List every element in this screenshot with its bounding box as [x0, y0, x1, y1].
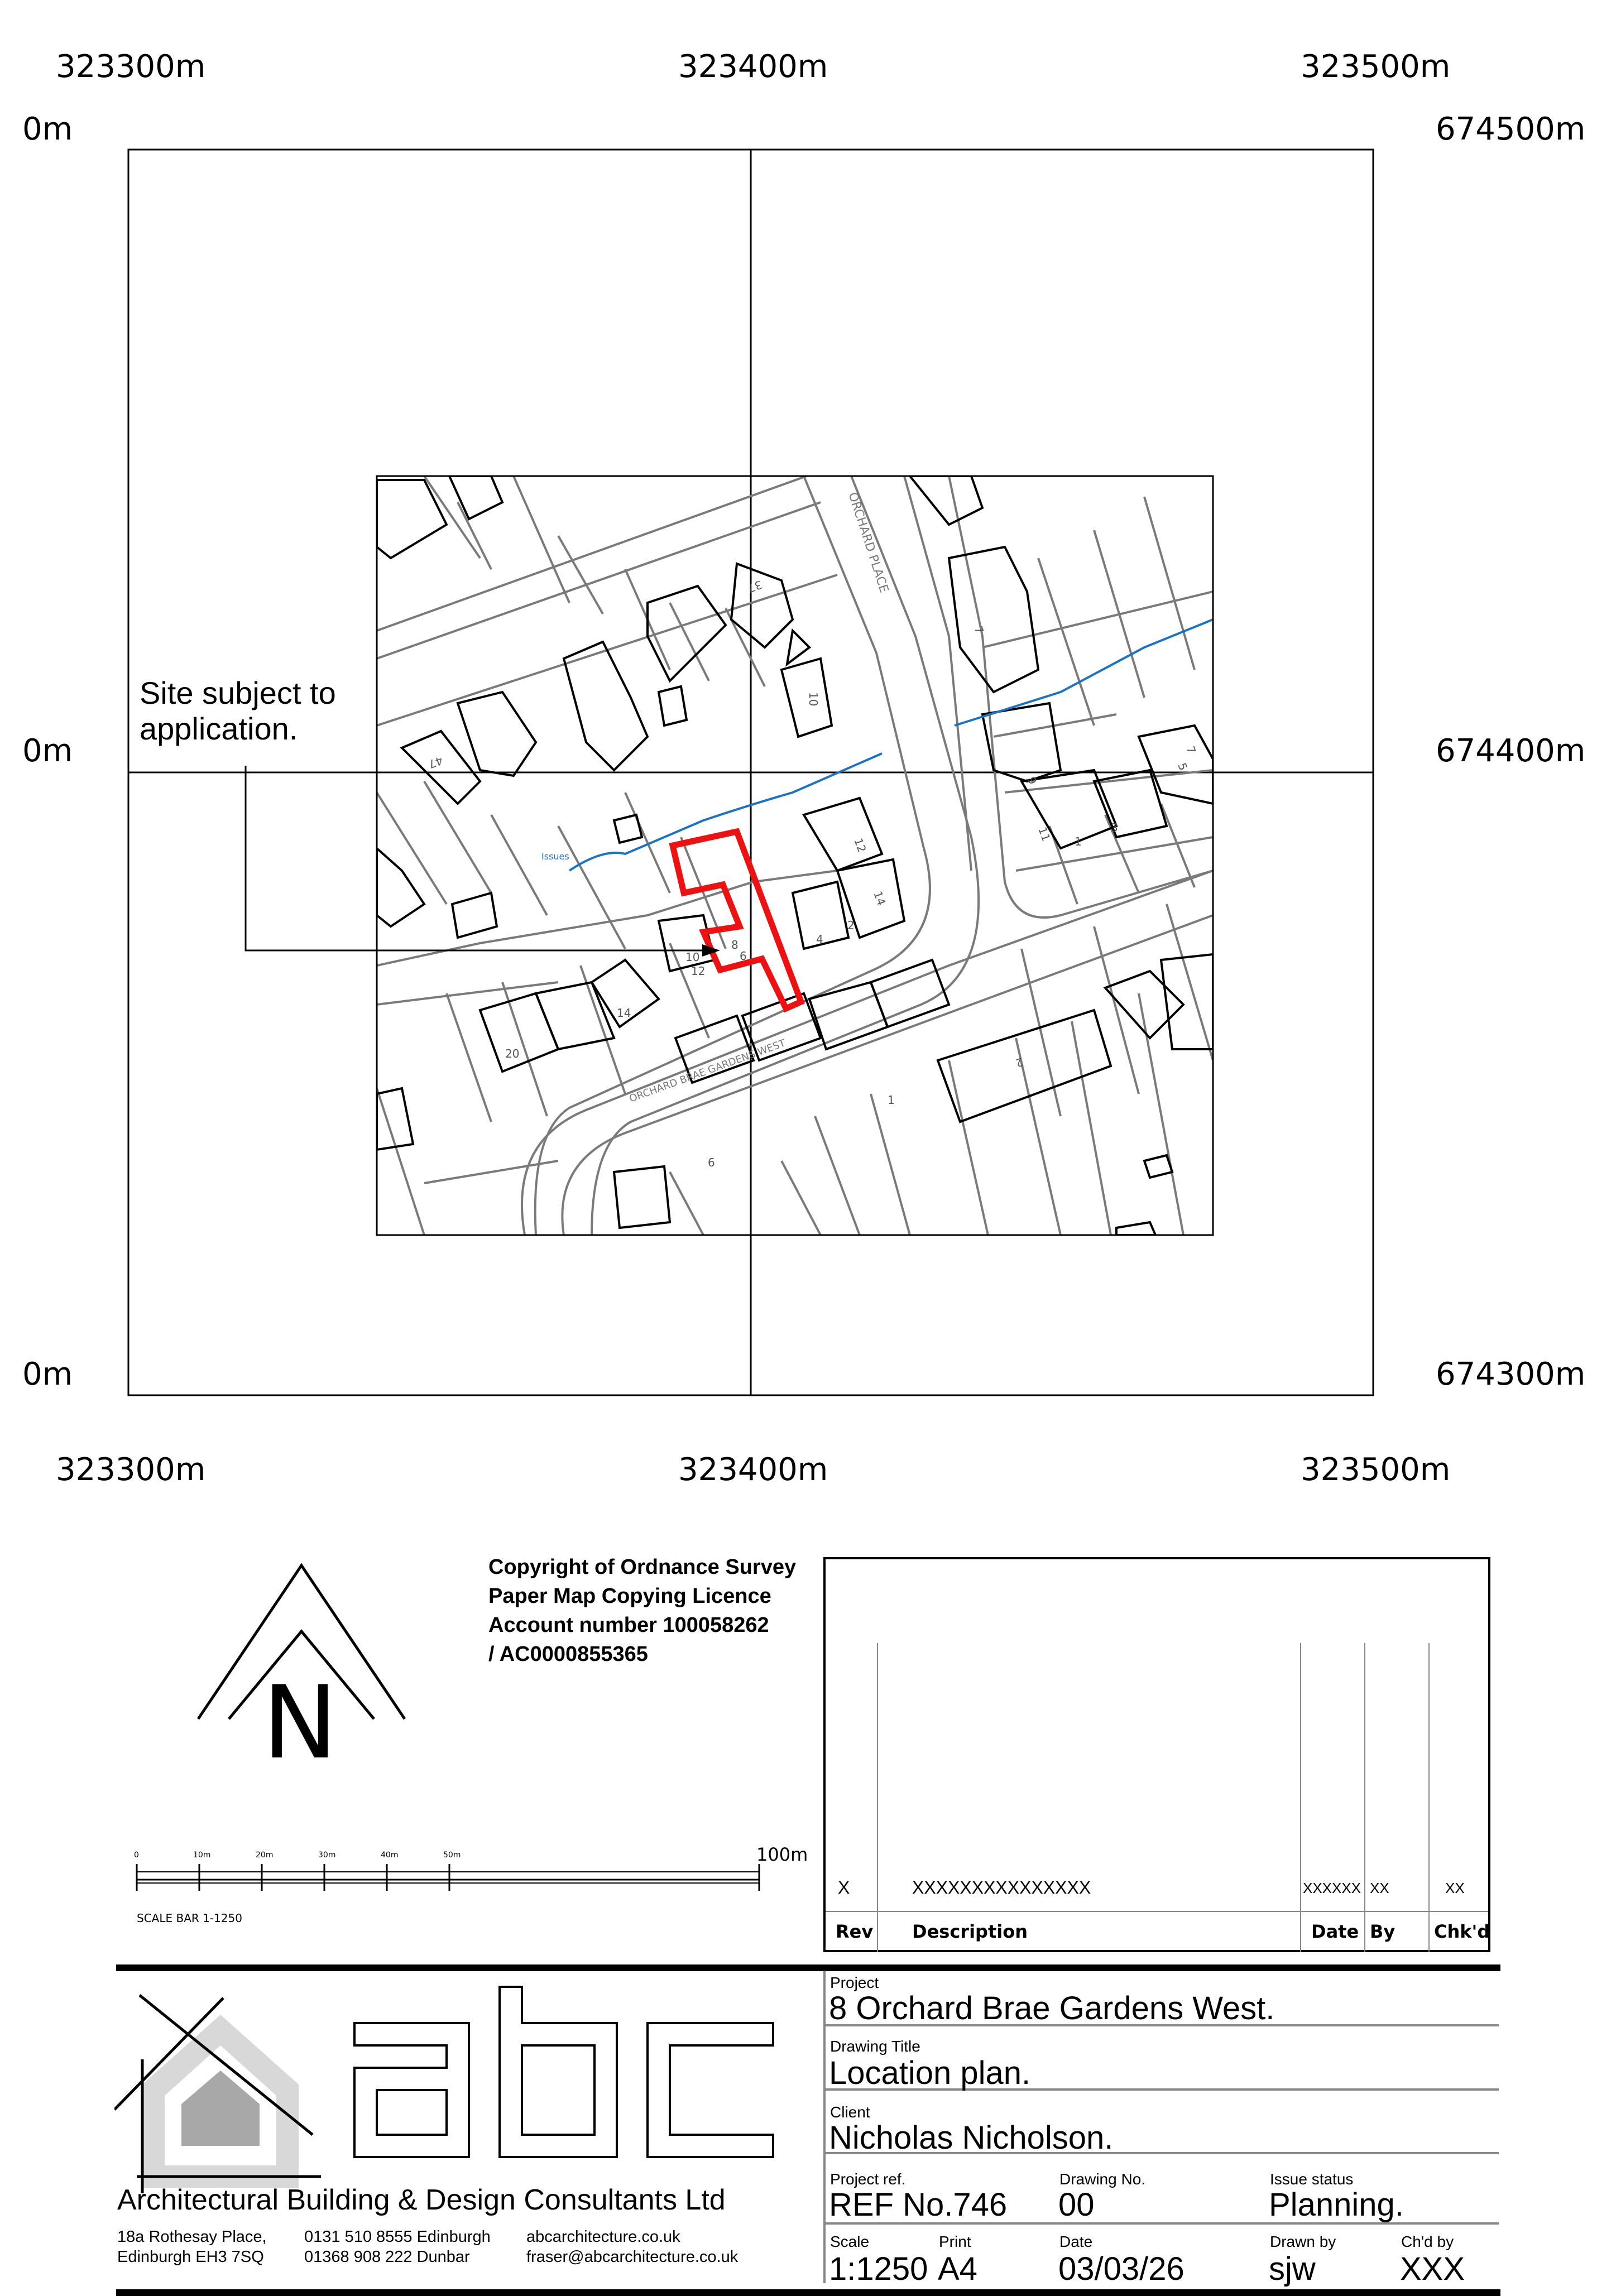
rev-header-rev: Rev — [836, 1921, 874, 1942]
project-ref-label: Project ref. — [830, 2170, 906, 2188]
northing-label-left-2: 0m — [22, 733, 73, 769]
rev-row-by: XX — [1370, 1880, 1389, 1896]
easting-label-bottom-3: 323500m — [1301, 1452, 1451, 1488]
title-block-top-rule — [116, 1964, 1500, 1971]
drawing-title-value: Location plan. — [829, 2055, 1031, 2091]
rev-row-description: XXXXXXXXXXXXXXX — [912, 1877, 1091, 1898]
scale-tick-40: 40m — [381, 1851, 399, 1860]
scale-label: Scale — [830, 2233, 870, 2250]
copyright-notice — [488, 1553, 796, 1669]
svg-text:14: 14 — [617, 1006, 631, 1020]
scale-end-label: 100m — [756, 1844, 808, 1865]
firm-phones — [304, 2227, 491, 2267]
scale-tick-0: 0 — [134, 1851, 139, 1860]
print-label: Print — [939, 2233, 971, 2250]
firm-phone-edinburgh: 0131 510 8555 Edinburgh — [304, 2228, 491, 2246]
northing-label-right-2: 674400m — [1436, 733, 1586, 769]
svg-text:7: 7 — [1183, 744, 1199, 756]
firm-email: fraser@abcarchitecture.co.uk — [526, 2248, 739, 2266]
title-block-left-divider — [823, 1971, 826, 2283]
svg-text:5: 5 — [1175, 761, 1191, 772]
site-callout-line-2: application. — [140, 711, 298, 746]
site-boundary — [673, 832, 801, 1008]
print-value: A4 — [938, 2251, 977, 2287]
north-arrow-letter: N — [262, 1665, 338, 1781]
copyright-line-3: Account number 100058262 — [488, 1613, 769, 1637]
northing-label-right-3: 674300m — [1436, 1356, 1586, 1392]
os-map-extract — [377, 476, 1213, 1235]
chkd-by-value: XXX — [1400, 2251, 1465, 2287]
svg-text:9: 9 — [1024, 775, 1040, 786]
firm-phone-dunbar: 01368 908 222 Dunbar — [304, 2248, 470, 2266]
rev-header-chkd: Chk'd — [1434, 1921, 1490, 1942]
svg-text:14: 14 — [871, 889, 889, 907]
house-logo-icon — [114, 1992, 327, 2193]
easting-label-bottom-2: 323400m — [678, 1452, 828, 1488]
svg-text:10: 10 — [685, 950, 700, 964]
svg-text:2: 2 — [1014, 1055, 1025, 1070]
svg-text:12: 12 — [691, 964, 706, 978]
svg-text:47: 47 — [426, 753, 445, 771]
rev-row-date: XXXXXX — [1303, 1880, 1361, 1896]
site-callout — [140, 675, 336, 747]
title-block-bottom-rule — [116, 2289, 1500, 2296]
svg-text:6: 6 — [708, 1156, 715, 1169]
svg-text:1: 1 — [888, 1093, 895, 1107]
copyright-line-2: Paper Map Copying Licence — [488, 1584, 771, 1608]
revisions-table — [823, 1557, 1490, 1952]
client-value: Nicholas Nicholson. — [829, 2120, 1114, 2156]
street-label-obgw: ORCHARD BRAE GARDENS WEST — [627, 1037, 787, 1105]
rev-header-date: Date — [1311, 1921, 1359, 1942]
rev-row-chkd: XX — [1445, 1880, 1465, 1896]
easting-label-bottom-1: 323300m — [56, 1452, 206, 1488]
buildings — [377, 476, 1213, 1235]
firm-address-line-1: 18a Rothesay Place, — [117, 2228, 267, 2246]
northing-label-left-1: 0m — [22, 111, 73, 147]
map-extract-frame — [377, 476, 1213, 1235]
firm-address — [117, 2227, 267, 2267]
project-label: Project — [830, 1974, 879, 1991]
svg-text:3: 3 — [1111, 821, 1118, 834]
scale-bar — [134, 1864, 765, 1898]
rev-header-description: Description — [912, 1921, 1028, 1942]
road-obgw-north-edge — [522, 871, 1213, 1235]
chkd-by-label: Ch'd by — [1401, 2233, 1454, 2250]
scale-tick-30: 30m — [318, 1851, 336, 1860]
scale-tick-10: 10m — [193, 1851, 211, 1860]
rev-col-divider-1 — [877, 1643, 878, 1952]
firm-website: abcarchitecture.co.uk — [526, 2228, 680, 2246]
drawing-no-value: 00 — [1058, 2187, 1095, 2223]
drawn-by-value: sjw — [1269, 2251, 1316, 2287]
issue-status-label: Issue status — [1270, 2170, 1354, 2188]
svg-text:8: 8 — [731, 938, 739, 952]
svg-text:4: 4 — [816, 933, 823, 946]
svg-text:11: 11 — [1035, 825, 1053, 843]
drawing-no-label: Drawing No. — [1059, 2170, 1146, 2188]
svg-text:1: 1 — [1075, 835, 1082, 848]
date-value: 03/03/26 — [1058, 2251, 1185, 2287]
callout-leader — [246, 766, 709, 950]
scale-tick-50: 50m — [443, 1851, 461, 1860]
northing-label-left-3: 0m — [22, 1356, 73, 1392]
drawn-by-label: Drawn by — [1270, 2233, 1336, 2250]
svg-text:12: 12 — [851, 836, 869, 854]
date-label: Date — [1059, 2233, 1093, 2250]
street-label-orchard-place: ORCHARD PLACE — [845, 491, 891, 595]
rev-col-divider-2 — [1300, 1643, 1301, 1952]
scale-value: 1:1250 — [829, 2251, 928, 2287]
firm-web — [526, 2227, 738, 2267]
project-value: 8 Orchard Brae Gardens West. — [829, 1990, 1275, 2026]
easting-label-top-1: 323300m — [56, 49, 206, 85]
svg-text:2: 2 — [847, 919, 855, 932]
drawing-title-label: Drawing Title — [830, 2038, 920, 2055]
rev-row-rev: X — [838, 1877, 850, 1898]
stream-label: Issues — [541, 851, 569, 862]
scale-bar-caption: SCALE BAR 1-1250 — [137, 1911, 242, 1925]
site-callout-line-1: Site subject to — [140, 675, 336, 710]
abc-logo-icon — [352, 1984, 781, 2168]
stream-west — [569, 753, 882, 871]
client-label: Client — [830, 2103, 870, 2121]
firm-address-line-2: Edinburgh EH3 7SQ — [117, 2248, 264, 2266]
svg-text:6: 6 — [740, 949, 747, 963]
road-inner-west — [949, 476, 1213, 918]
svg-text:10: 10 — [807, 692, 820, 707]
northing-label-right-1: 674500m — [1436, 111, 1586, 147]
scale-tick-20: 20m — [256, 1851, 274, 1860]
stream-east — [955, 619, 1213, 726]
easting-label-top-2: 323400m — [678, 49, 828, 85]
svg-text:20: 20 — [505, 1047, 520, 1060]
copyright-line-4: / AC0000855365 — [488, 1642, 648, 1666]
easting-label-top-3: 323500m — [1301, 49, 1451, 85]
project-ref-value: REF No.746 — [829, 2187, 1008, 2223]
firm-name: Architectural Building & Design Consultants Ltd — [117, 2184, 726, 2216]
svg-text:37: 37 — [746, 578, 764, 595]
rev-col-divider-4 — [1428, 1643, 1430, 1952]
rev-header-by: By — [1370, 1921, 1396, 1942]
road-orchard-place-west-edge — [535, 476, 930, 1235]
copyright-line-1: Copyright of Ordnance Survey — [488, 1555, 797, 1579]
issue-status-value: Planning. — [1269, 2187, 1404, 2223]
rev-col-divider-3 — [1364, 1643, 1365, 1952]
rev-header-divider — [826, 1911, 1488, 1912]
svg-text:7: 7 — [971, 624, 987, 636]
